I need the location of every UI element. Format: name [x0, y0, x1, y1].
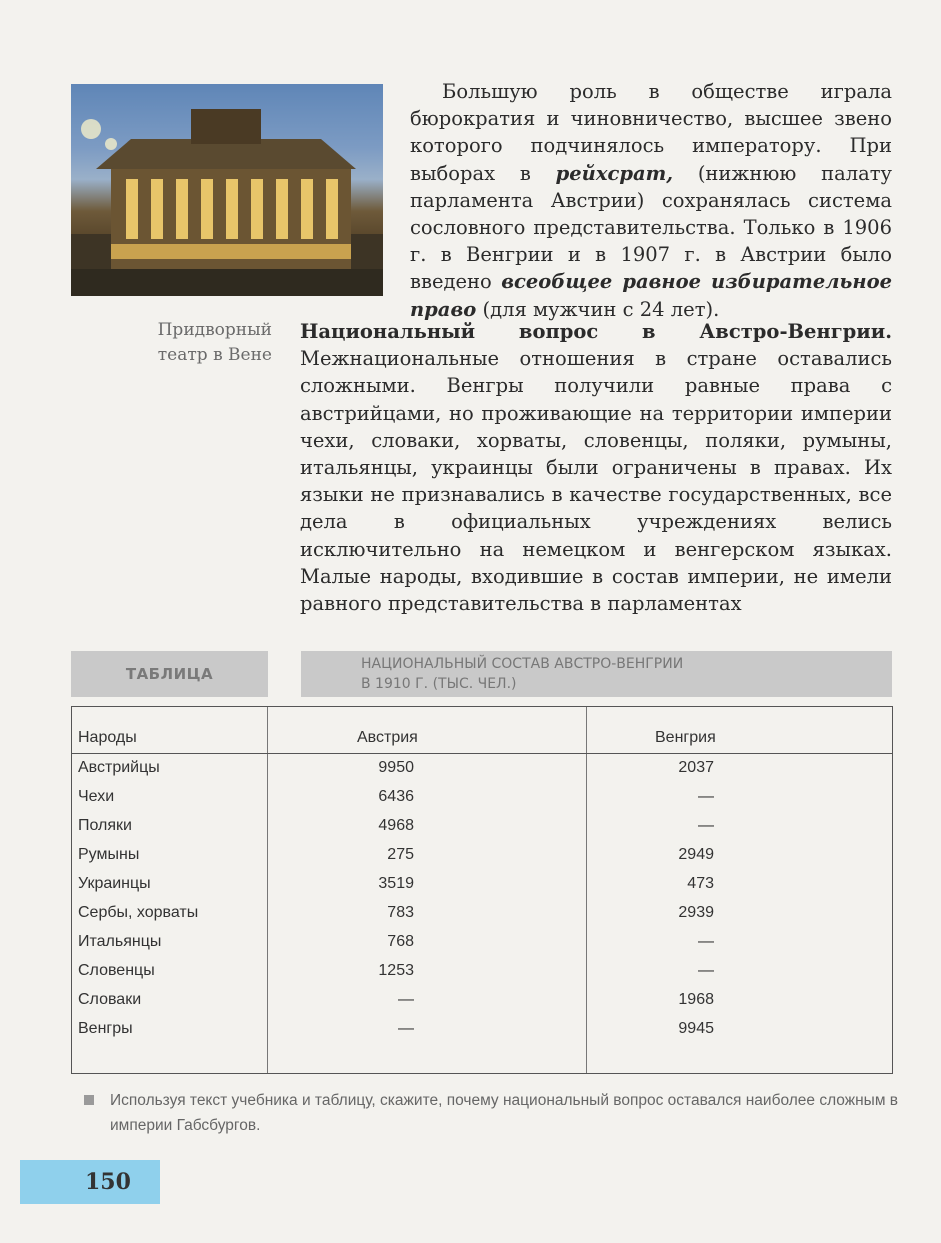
table-cell-austria: 6436: [378, 788, 414, 805]
table-cell-austria: 768: [387, 933, 414, 950]
section-heading: Национальный вопрос в Австро-Венгрии.: [300, 320, 892, 343]
table-cell-people: Австрийцы: [78, 759, 160, 776]
term-suffrage: всеобщее равное избирательное право: [410, 270, 892, 321]
table-cell-people: Сербы, хорваты: [78, 904, 199, 921]
theatre-illustration: [71, 84, 383, 296]
table-cell-people: Румыны: [78, 846, 140, 863]
theatre-photo: [71, 84, 383, 296]
question-text: Используя текст учебника и таблицу, скажите, почему национальный вопрос оставался наиболее сложным в империи Габсбургов.: [110, 1092, 899, 1134]
paragraph-text: Межнациональные отношения в стране оставались сложными. Венгры получили равные права с австрийцами, но проживающие на территории империи чехи, словаки, хорваты, словенцы, поляки, румыны, итальянцы, украинцы были ограничены в правах. Их языки не признавались в качестве государственных, все дела в официальных учреждениях велись исключительно на немецком и венгерском языках. Малые народы, входившие в состав империи, не имели равного представительства в парламентах: [300, 347, 892, 616]
table-title: [301, 651, 892, 697]
paragraph-bureaucracy: [410, 78, 892, 323]
table-cell-people: Словаки: [78, 991, 142, 1008]
table-cell-hungary: —: [698, 817, 714, 834]
table-cell-austria: 1253: [378, 962, 414, 979]
column-divider: [586, 707, 587, 1073]
column-header: Австрия: [357, 729, 418, 746]
column-header: Венгрия: [655, 729, 716, 746]
table-cell-people: Словенцы: [78, 962, 155, 979]
table-cell-hungary: 9945: [678, 1020, 714, 1037]
table-title-line: В 1910 Г. (ТЫС. ЧЕЛ.): [361, 676, 517, 692]
table-cell-hungary: 1968: [678, 991, 714, 1008]
column-header: Народы: [78, 729, 137, 746]
photo-caption: [100, 318, 272, 368]
table-cell-austria: 3519: [378, 875, 414, 892]
paragraph-text: (для мужчин с 24 лет).: [476, 297, 720, 321]
paragraph-text: (нижнюю палату парламента Австрии) сохранялась система сословного представительства. Только в 1906 г. в Венгрии и в 1907 г. в Австрии было введено: [410, 161, 892, 294]
table-cell-hungary: —: [698, 933, 714, 950]
column-divider: [267, 707, 268, 1073]
table-cell-people: Венгры: [78, 1020, 133, 1037]
table-cell-hungary: 2037: [678, 759, 714, 776]
table-cell-people: Итальянцы: [78, 933, 162, 950]
term-reichsrat: рейхсрат,: [555, 161, 674, 185]
table-cell-hungary: —: [698, 788, 714, 805]
population-table: [71, 706, 893, 1074]
table-cell-people: Поляки: [78, 817, 132, 834]
caption-line: театр в Вене: [157, 345, 272, 365]
table-cell-austria: 4968: [378, 817, 414, 834]
paragraph-text: Большую роль в обществе играла бюрократия и чиновничество, высшее звено которого подчинялось императору. При выборах в: [410, 80, 892, 185]
table-cell-austria: —: [398, 991, 414, 1008]
caption-line: Придворный: [157, 320, 272, 340]
table-cell-hungary: 2949: [678, 846, 714, 863]
table-cell-hungary: —: [698, 962, 714, 979]
table-cell-people: Чехи: [78, 788, 115, 805]
table-cell-people: Украинцы: [78, 875, 151, 892]
table-cell-hungary: 473: [687, 875, 714, 892]
table-cell-austria: 9950: [378, 759, 414, 776]
table-cell-austria: 783: [387, 904, 414, 921]
table-tag: ТАБЛИЦА: [71, 651, 268, 697]
paragraph-national-question: [300, 318, 892, 617]
header-divider: [72, 753, 892, 754]
table-cell-hungary: 2939: [678, 904, 714, 921]
table-title-line: НАЦИОНАЛЬНЫЙ СОСТАВ АВСТРО-ВЕНГРИИ: [361, 656, 684, 672]
question-marker-icon: [84, 1095, 94, 1105]
page-number: 150: [20, 1160, 160, 1204]
table-cell-austria: 275: [387, 846, 414, 863]
table-cell-austria: —: [398, 1020, 414, 1037]
